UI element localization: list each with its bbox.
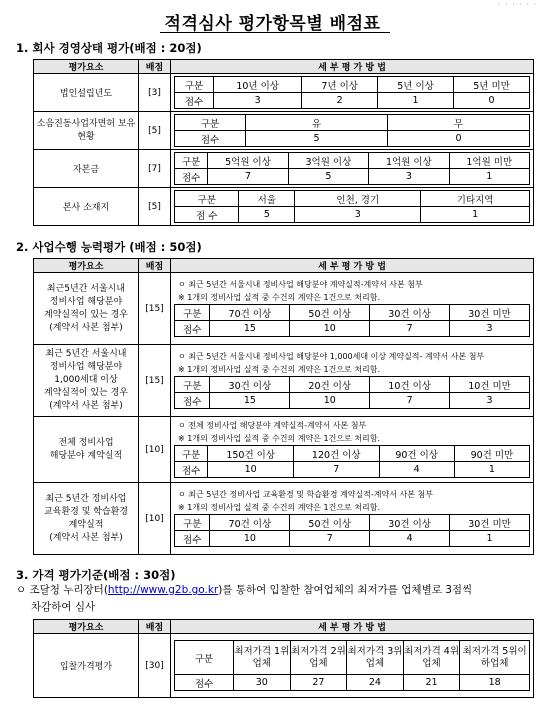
label-line: 정비사업 해당분야 (49, 296, 123, 307)
label-line: 최근5년간 서울시내 (46, 283, 126, 294)
section2-heading: 2. 사업수행 능력평가 (배점 : 50점) (16, 240, 202, 254)
row-score: [30] (139, 634, 171, 698)
cell: 점 수 (175, 207, 239, 223)
method-table (174, 76, 530, 109)
row-score: [15] (139, 273, 171, 345)
paragraph-text: ㅇ 조달청 누리장터( (16, 584, 108, 596)
col-score-header: 배점 (139, 259, 171, 273)
cell: 구분 (175, 153, 208, 169)
method-table (174, 114, 530, 147)
cell: 3 (450, 321, 530, 337)
cell: 0 (388, 131, 530, 147)
cell: 3 (295, 207, 421, 223)
cell: 구분 (175, 446, 208, 462)
cell: 최저가격 2위업체 (290, 641, 347, 675)
cell: 7 (290, 531, 370, 547)
row-score: [10] (139, 417, 171, 483)
cell: 3억원 이상 (288, 153, 368, 169)
cell: 기타지역 (421, 191, 530, 207)
row-score: [5] (139, 112, 171, 150)
cell: 구분 (175, 641, 234, 675)
row-method (171, 188, 534, 226)
row-score: [7] (139, 150, 171, 188)
col-score-header: 배점 (139, 620, 171, 634)
row-label (34, 483, 139, 555)
col-item-header: 평가요소 (34, 60, 139, 74)
cell: 90건 이상 (379, 446, 454, 462)
cell: 5 (246, 131, 388, 147)
cell: 구분 (175, 515, 210, 531)
method-table (174, 190, 530, 223)
section1-table (33, 59, 534, 226)
col-method-header: 세 부 평 가 방 법 (171, 620, 534, 634)
row-score: [3] (139, 74, 171, 112)
label-line: (계약서 사본 첨부) (49, 401, 123, 411)
cell: 최저가격 4위업체 (403, 641, 460, 675)
row-method (171, 74, 534, 112)
cell: 4 (379, 462, 454, 478)
cell: 30 (234, 675, 291, 691)
cell: 5 (288, 169, 368, 185)
col-method-header: 세 부 평 가 방 법 (171, 259, 534, 273)
cell: 20건 이상 (290, 377, 370, 393)
paragraph-text: 차감하여 심사 (31, 601, 96, 613)
cell: 70건 이상 (210, 305, 290, 321)
cell: 점수 (175, 321, 210, 337)
col-item-header: 평가요소 (34, 620, 139, 634)
cell: 점수 (175, 531, 210, 547)
label-line: 계약실적이 있는 경우 (44, 309, 128, 320)
cell: 30건 이상 (370, 305, 450, 321)
method-table (174, 152, 530, 185)
label-line: 최근 5년간 정비사업 (45, 493, 127, 504)
note-line: ※ 1개의 정비사업 실적 중 수건의 계약은 1건으로 처리함. (178, 293, 381, 302)
row-label (34, 273, 139, 345)
cell: 5억원 이상 (208, 153, 288, 169)
row-score: [10] (139, 483, 171, 555)
note-line: ㅇ 최근 5년간 서울시내 정비사업 해당분야 1,000세대 이상 계약실적- 계약서 사본 첨부 (178, 352, 485, 361)
cell: 15 (210, 393, 290, 409)
note-line: ※ 1개의 정비사업 실적 중 수건의 계약은 1건으로 처리함. (178, 503, 381, 512)
method-table (174, 445, 530, 478)
cell: 7년 이상 (302, 77, 378, 93)
cell: 무 (388, 115, 530, 131)
method-table (174, 304, 530, 337)
cell: 90건 미만 (454, 446, 529, 462)
cell: 구분 (175, 115, 246, 131)
title-underline (160, 32, 390, 33)
row-label: 본사 소재지 (34, 188, 139, 226)
row-label (34, 345, 139, 417)
cell: 3 (450, 393, 530, 409)
cell: 30건 이상 (370, 515, 450, 531)
method-table (174, 376, 530, 409)
section3-paragraph (16, 582, 536, 616)
cell: 5 (239, 207, 295, 223)
g2b-link[interactable]: http://www.g2b.go.kr (107, 584, 219, 596)
cell: 30건 이상 (210, 377, 290, 393)
row-method (171, 345, 534, 417)
cell: 1 (454, 462, 529, 478)
cell: 24 (347, 675, 404, 691)
col-method-header: 세 부 평 가 방 법 (171, 60, 534, 74)
cell: 유 (246, 115, 388, 131)
cell: 1 (378, 93, 454, 109)
cell: 50건 이상 (290, 305, 370, 321)
row-label (34, 417, 139, 483)
section3-heading: 3. 가격 평가기준(배점 : 30점) (16, 568, 176, 582)
section1-heading: 1. 회사 경영상태 평가(배점 : 20점) (16, 41, 202, 55)
cell: 30건 미만 (450, 305, 530, 321)
cell: 점수 (175, 131, 246, 147)
cell: 3 (214, 93, 302, 109)
cell: 서울 (239, 191, 295, 207)
cell: 50건 이상 (290, 515, 370, 531)
cell: 7 (208, 169, 288, 185)
cell: 10건 이상 (370, 377, 450, 393)
cell: 15 (210, 321, 290, 337)
cell: 점수 (175, 675, 234, 691)
cell: 점수 (175, 393, 210, 409)
cell: 점수 (175, 93, 214, 109)
row-score: [15] (139, 345, 171, 417)
row-method (171, 483, 534, 555)
cell: 최저가격 3위업체 (347, 641, 404, 675)
cell: 1억원 미만 (449, 153, 529, 169)
cell: 5년 이상 (378, 77, 454, 93)
cell: 5년 미만 (454, 77, 530, 93)
method-table (174, 514, 530, 547)
cell: 1 (450, 531, 530, 547)
row-method (171, 634, 534, 698)
cell: 10 (290, 321, 370, 337)
label-line: 해당분야 계약실적 (49, 450, 123, 461)
note-line: ㅇ 전체 정비사업 해당분야 계약실적-계약서 사본 첨부 (178, 421, 367, 430)
cell: 최저가격 5위이하업체 (460, 641, 530, 675)
method-table (174, 640, 530, 691)
row-label: 입찰가격평가 (34, 634, 139, 698)
cell: 1억원 이상 (369, 153, 449, 169)
label-line: 계약실적 (68, 519, 104, 530)
label-line: (계약서 사본 첨부) (49, 322, 123, 333)
note-line: ※ 1개의 정비사업 실적 중 수건의 계약은 1건으로 처리함. (178, 434, 381, 443)
cell: 최저가격 1위업체 (234, 641, 291, 675)
row-label: 법인설립년도 (34, 74, 139, 112)
cell: 구분 (175, 377, 210, 393)
cell: 10건 미만 (450, 377, 530, 393)
cell: 7 (293, 462, 379, 478)
cell: 4 (370, 531, 450, 547)
label-line: 계약실적이 있는 경우 (44, 388, 128, 398)
cell: 구분 (175, 191, 239, 207)
cell: 10 (208, 462, 294, 478)
cell: 10 (210, 531, 290, 547)
cell: 점수 (175, 462, 208, 478)
cell: 27 (290, 675, 347, 691)
page-title: 적격심사 평가항목별 배점표 (164, 14, 381, 34)
row-method (171, 150, 534, 188)
label-line: 1,000세대 이상 (54, 375, 118, 385)
note-line: ※ 1개의 정비사업 실적 중 수건의 계약은 1건으로 처리함. (178, 365, 381, 374)
note-line: ㅇ 최근 5년간 정비사업 교육환경 및 학습환경 계약실적-계약서 사본 첨부 (178, 490, 433, 499)
cell: 120건 이상 (293, 446, 379, 462)
col-item-header: 평가요소 (34, 259, 139, 273)
label-line: (계약서 사본 첨부) (49, 532, 123, 543)
row-label: 자본금 (34, 150, 139, 188)
row-label: 소음진동사업자면허 보유현황 (34, 112, 139, 150)
cell: 3 (369, 169, 449, 185)
col-score-header: 배점 (139, 60, 171, 74)
label-line: 최근 5년간 서울시내 (45, 349, 127, 359)
cell: 30건 미만 (450, 515, 530, 531)
cell: 구분 (175, 305, 210, 321)
label-line: 교육환경 및 학습환경 (44, 506, 128, 517)
cell: 10 (290, 393, 370, 409)
cell: 1 (449, 169, 529, 185)
cell: 18 (460, 675, 530, 691)
paragraph-text: )를 통하여 입찰한 참여업체의 최저가를 업체별로 3점씩 (218, 584, 473, 596)
row-score: [5] (139, 188, 171, 226)
cell: 구분 (175, 77, 214, 93)
cell: 점수 (175, 169, 208, 185)
row-method (171, 273, 534, 345)
label-line: 전체 정비사업 (58, 437, 114, 448)
row-method (171, 417, 534, 483)
cell: 1 (421, 207, 530, 223)
section3-table (33, 619, 534, 698)
cell: 21 (403, 675, 460, 691)
cell: 10년 이상 (214, 77, 302, 93)
cell: 인천, 경기 (295, 191, 421, 207)
label-line: 정비사업 해당분야 (49, 362, 123, 372)
cell: 7 (370, 393, 450, 409)
note-line: ㅇ 최근 5년간 서울시내 정비사업 해당분야 계약실적-계약서 사본 첨부 (178, 280, 423, 289)
cell: 0 (454, 93, 530, 109)
section2-table (33, 258, 534, 555)
cell: 7 (370, 321, 450, 337)
cell: 70건 이상 (210, 515, 290, 531)
row-method (171, 112, 534, 150)
cell: 2 (302, 93, 378, 109)
page-number-mark: · · · · · · (498, 0, 537, 9)
cell: 150건 이상 (208, 446, 294, 462)
